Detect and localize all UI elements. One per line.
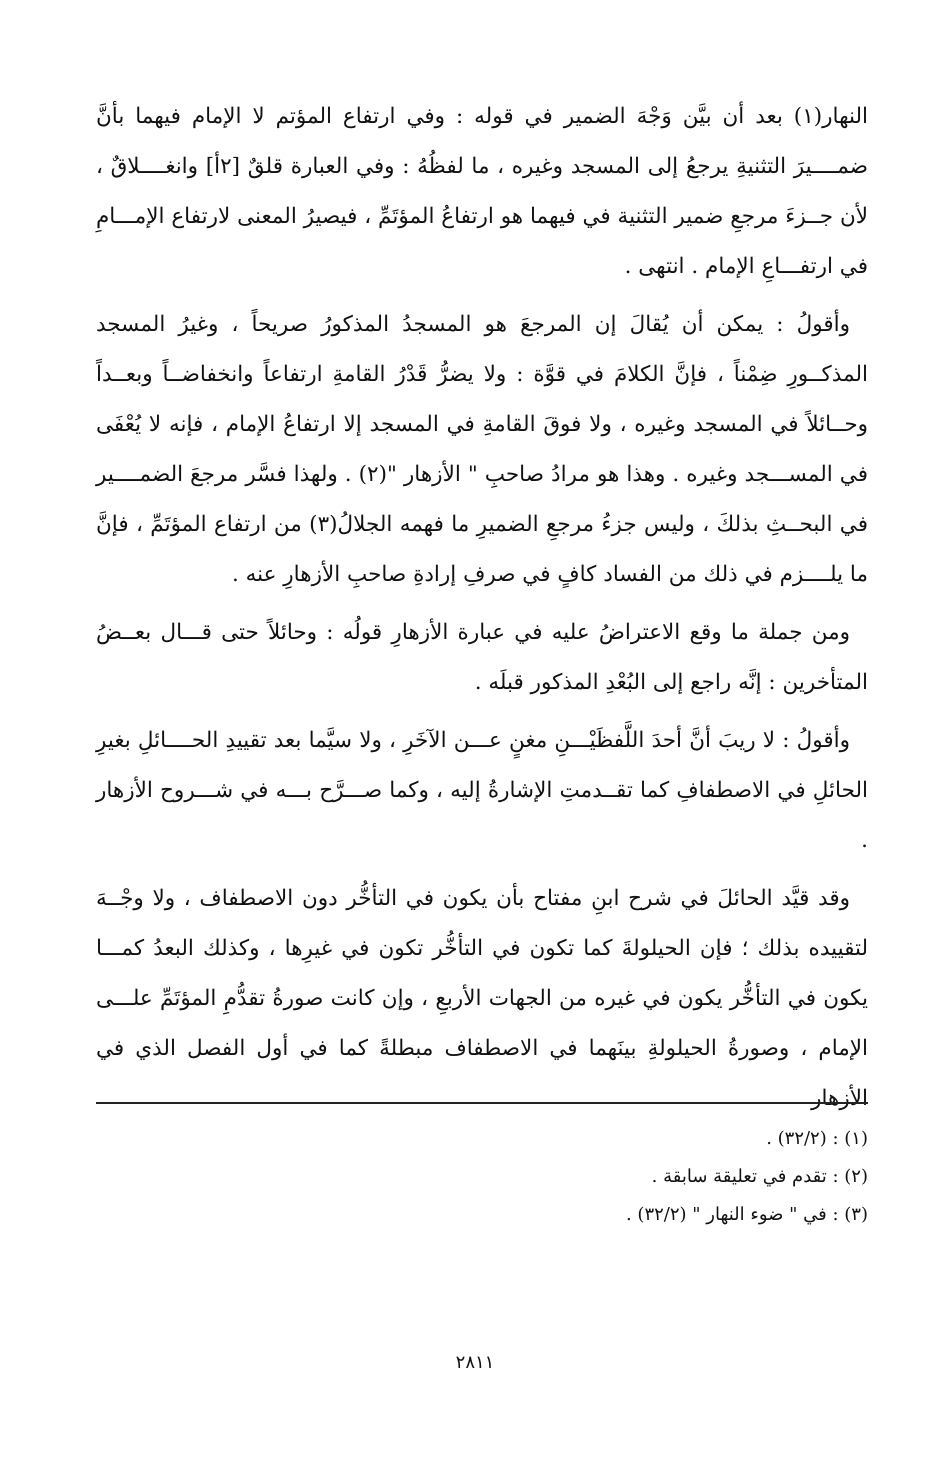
page-number: ٢٨١١ [455,1352,495,1373]
paragraph-4: وأقولُ : لا ريبَ أنَّ أحدَ اللَّفظَيْـــنِ مغنٍ عـــن الآخَرِ ، ولا سيَّما بعد تقييدِ الحــــائلِ بغيرِ الحائلِ في الاصطفافِ كما تقــدمتِ الإشارةُ إليه ، وكما صـــرَّح بـــه في شـــروح الأزهار . [96,728,868,853]
footnotes [96,1120,868,1234]
paragraph-5: وقد قيَّد الحائلَ في شرح ابنِ مفتاح بأن يكون في التأخُّر دون الاصطفاف ، ولا وجْــهَ لتقييده بذلك ؛ فإن الحيلولةَ كما تكون في التأخُّر تكون في غيرِها ، وكذلك البعدُ كمـــا يكون في التأخُّر يكون في غيره من الجهات الأربعِ ، وإن كانت صورةُ تقدُّمِ المؤتَمِّ علـــى الإمام ، وصورةُ الحيلولةِ بينَهما في الاصطفاف مبطلةً كما في أول الفصل الذي في الأزهار [96,886,868,1111]
footnote-2: (٢) : تقدم في تعليقة سابقة . [651,1166,868,1187]
main-text [96,92,868,1132]
paragraph-3: ومن جملة ما وقع الاعتراضُ عليه في عبارة الأزهارِ قولُه : وحائلاً حتى قـــال بعــضُ المتأخرين : إنَّه راجع إلى البُعْدِ المذكور قبلَه . [96,620,868,695]
footnote-divider [96,1102,868,1104]
footnote-3: (٣) : في " ضوء النهار " (٣٢/٢) . [625,1204,868,1225]
paragraph-1: النهار(١) بعد أن بيَّن وَجْهَ الضمير في قوله : وفي ارتفاع المؤتم لا الإمام فيهما بأنَّ ضمــــيرَ التثنيةِ يرجعُ إلى المسجد وغيره ، ما لفظُهُ : وفي العبارة قلقٌ [٢أ] وانغــــلاقٌ ، لأن جــزءَ مرجعِ ضمير التثنية في فيهما هو ارتفاعُ المؤتَمِّ ، فيصيرُ المعنى لارتفاع الإمـــامِ في ارتفـــاعِ الإمام . انتهى . [96,104,868,279]
footnote-1: (١) : (٣٢/٢) . [766,1128,868,1149]
paragraph-2: وأقولُ : يمكن أن يُقالَ إن المرجعَ هو المسجدُ المذكورُ صريحاً ، وغيرُ المسجد المذكــورِ ضِمْناً ، فإنَّ الكلامَ في قوَّة : ولا يضرُّ قَدْرُ القامةِ ارتفاعاً وانخفاضــاً وبعــداً وحــائلاً في المسجد وغيره ، ولا فوقَ القامةِ في المسجد إلا ارتفاعُ الإمام ، فإنه لا يُعْفَى في المســـجد وغيره . وهذا هو مرادُ صاحبِ " الأزهار "(٢) . ولهذا فسَّر مرجعَ الضمــــير في البحــثِ بذلكَ ، وليس جزءُ مرجعِ الضميرِ ما فهمه الجلالُ(٣) من ارتفاع المؤتَمِّ ، فإنَّ ما يلــــزم في ذلك من الفساد كافٍ في صرفِ إرادةِ صاحبِ الأزهارِ عنه . [96,312,868,587]
